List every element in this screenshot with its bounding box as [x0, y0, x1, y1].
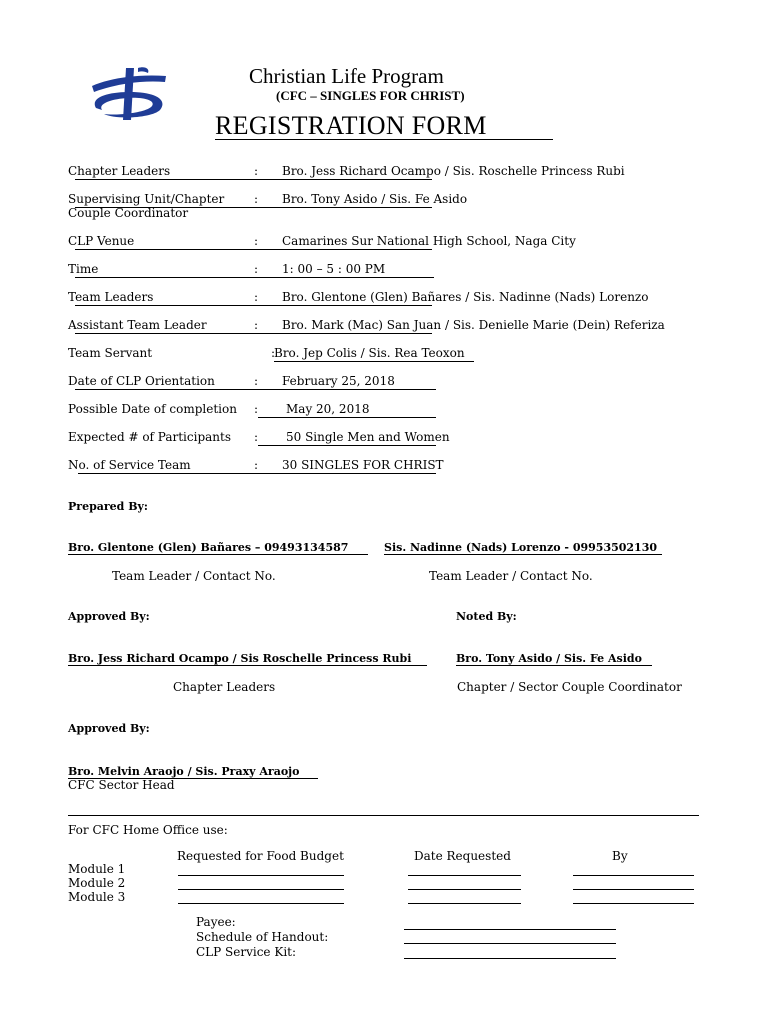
module-2-label: Module 2	[68, 876, 126, 890]
form-title: REGISTRATION FORM	[215, 111, 487, 140]
field-underline	[75, 277, 434, 278]
module-3-date-blank[interactable]	[408, 903, 521, 904]
label-supervising-unit: Supervising Unit/Chapter	[68, 192, 225, 206]
form-title-underline	[215, 139, 553, 140]
field-underline	[75, 249, 432, 250]
preparer-2-name: Sis. Nadinne (Nads) Lorenzo - 09953502130	[384, 541, 658, 554]
value-no-of-service-team: 30 SINGLES FOR CHRIST	[282, 458, 444, 472]
schedule-blank[interactable]	[404, 943, 616, 944]
module-2-by-blank[interactable]	[573, 889, 694, 890]
colon: :	[254, 374, 259, 388]
approver-chapter-leaders-name: Bro. Jess Richard Ocampo / Sis Roschelle Princess Rubi	[68, 652, 412, 665]
payee-label: Payee:	[196, 915, 236, 929]
label-expected-participants: Expected # of Participants	[68, 430, 231, 444]
clp-service-kit-label: CLP Service Kit:	[196, 945, 297, 959]
label-team-servant: Team Servant	[68, 346, 153, 360]
module-1-by-blank[interactable]	[573, 875, 694, 876]
signature-line	[456, 665, 652, 666]
col-food-budget: Requested for Food Budget	[177, 849, 344, 863]
colon: :	[254, 430, 259, 444]
module-1-label: Module 1	[68, 862, 126, 876]
value-chapter-leaders: Bro. Jess Richard Ocampo / Sis. Roschelle Princess Rubi	[282, 164, 625, 178]
module-2-date-blank[interactable]	[408, 889, 521, 890]
value-date-of-clp-orientation: February 25, 2018	[282, 374, 395, 388]
value-clp-venue: Camarines Sur National High School, Naga City	[282, 234, 576, 248]
value-team-leaders: Bro. Glentone (Glen) Bañares / Sis. Nadinne (Nads) Lorenzo	[282, 290, 649, 304]
signature-line	[68, 665, 427, 666]
colon: :	[254, 192, 259, 206]
preparer-2-role: Team Leader / Contact No.	[429, 569, 593, 583]
label-no-of-service-team: No. of Service Team	[68, 458, 191, 472]
schedule-of-handout-label: Schedule of Handout:	[196, 930, 329, 944]
sector-head-name: Bro. Melvin Araojo / Sis. Praxy Araojo	[68, 765, 300, 778]
sector-head-role: CFC Sector Head	[68, 778, 175, 792]
preparer-1-role: Team Leader / Contact No.	[112, 569, 276, 583]
label-assistant-team-leader: Assistant Team Leader	[68, 318, 207, 332]
label-clp-venue: CLP Venue	[68, 234, 135, 248]
colon: :	[254, 262, 259, 276]
col-date-requested: Date Requested	[414, 849, 511, 863]
label-team-leaders: Team Leaders	[68, 290, 154, 304]
label-date-of-clp-orientation: Date of CLP Orientation	[68, 374, 215, 388]
prepared-by-heading: Prepared By:	[68, 500, 148, 513]
field-underline	[75, 179, 432, 180]
colon: :	[254, 290, 259, 304]
section-divider	[68, 815, 699, 816]
preparer-1-name: Bro. Glentone (Glen) Bañares – 09493134587	[68, 541, 349, 554]
noted-by-heading: Noted By:	[456, 610, 517, 623]
program-subtitle: (CFC – SINGLES FOR CHRIST)	[276, 88, 465, 103]
approved-by-heading: Approved By:	[68, 610, 150, 623]
module-3-budget-blank[interactable]	[178, 903, 344, 904]
signature-line	[68, 554, 368, 555]
label-chapter-leaders: Chapter Leaders	[68, 164, 171, 178]
payee-blank[interactable]	[404, 929, 616, 930]
field-underline	[274, 361, 474, 362]
noted-by-name: Bro. Tony Asido / Sis. Fe Asido	[456, 652, 642, 665]
approver-role: Chapter Leaders	[173, 680, 276, 694]
colon: :	[254, 458, 259, 472]
field-underline	[75, 305, 432, 306]
value-team-servant: Bro. Jep Colis / Sis. Rea Teoxon	[274, 346, 465, 360]
label-couple-coordinator: Couple Coordinator	[68, 206, 189, 220]
col-by: By	[612, 849, 628, 863]
module-1-date-blank[interactable]	[408, 875, 521, 876]
value-supervising-unit: Bro. Tony Asido / Sis. Fe Asido	[282, 192, 468, 206]
module-1-budget-blank[interactable]	[178, 875, 344, 876]
label-possible-date-of-completion: Possible Date of completion	[68, 402, 237, 416]
value-possible-date-of-completion: May 20, 2018	[286, 402, 370, 416]
colon: :	[254, 318, 259, 332]
field-underline	[75, 389, 436, 390]
approved-by-heading-2: Approved By:	[68, 722, 150, 735]
office-use-heading: For CFC Home Office use:	[68, 823, 228, 837]
field-underline	[75, 333, 432, 334]
field-underline	[78, 473, 436, 474]
field-underline	[258, 417, 436, 418]
value-expected-participants: 50 Single Men and Women	[286, 430, 450, 444]
module-3-label: Module 3	[68, 890, 126, 904]
signature-line	[384, 554, 662, 555]
value-assistant-team-leader: Bro. Mark (Mac) San Juan / Sis. Denielle Marie (Dein) Referiza	[282, 318, 665, 332]
colon: :	[254, 234, 259, 248]
colon: :	[254, 164, 259, 178]
colon: :	[271, 346, 276, 360]
module-3-by-blank[interactable]	[573, 903, 694, 904]
service-kit-blank[interactable]	[404, 958, 616, 959]
colon: :	[254, 402, 259, 416]
field-underline	[258, 445, 436, 446]
noted-by-role: Chapter / Sector Couple Coordinator	[457, 680, 682, 694]
program-title: Christian Life Program	[249, 64, 444, 88]
cfc-logo-icon	[86, 64, 172, 124]
module-2-budget-blank[interactable]	[178, 889, 344, 890]
label-time: Time	[68, 262, 99, 276]
field-underline	[75, 207, 432, 208]
value-time: 1: 00 – 5 : 00 PM	[282, 262, 386, 276]
